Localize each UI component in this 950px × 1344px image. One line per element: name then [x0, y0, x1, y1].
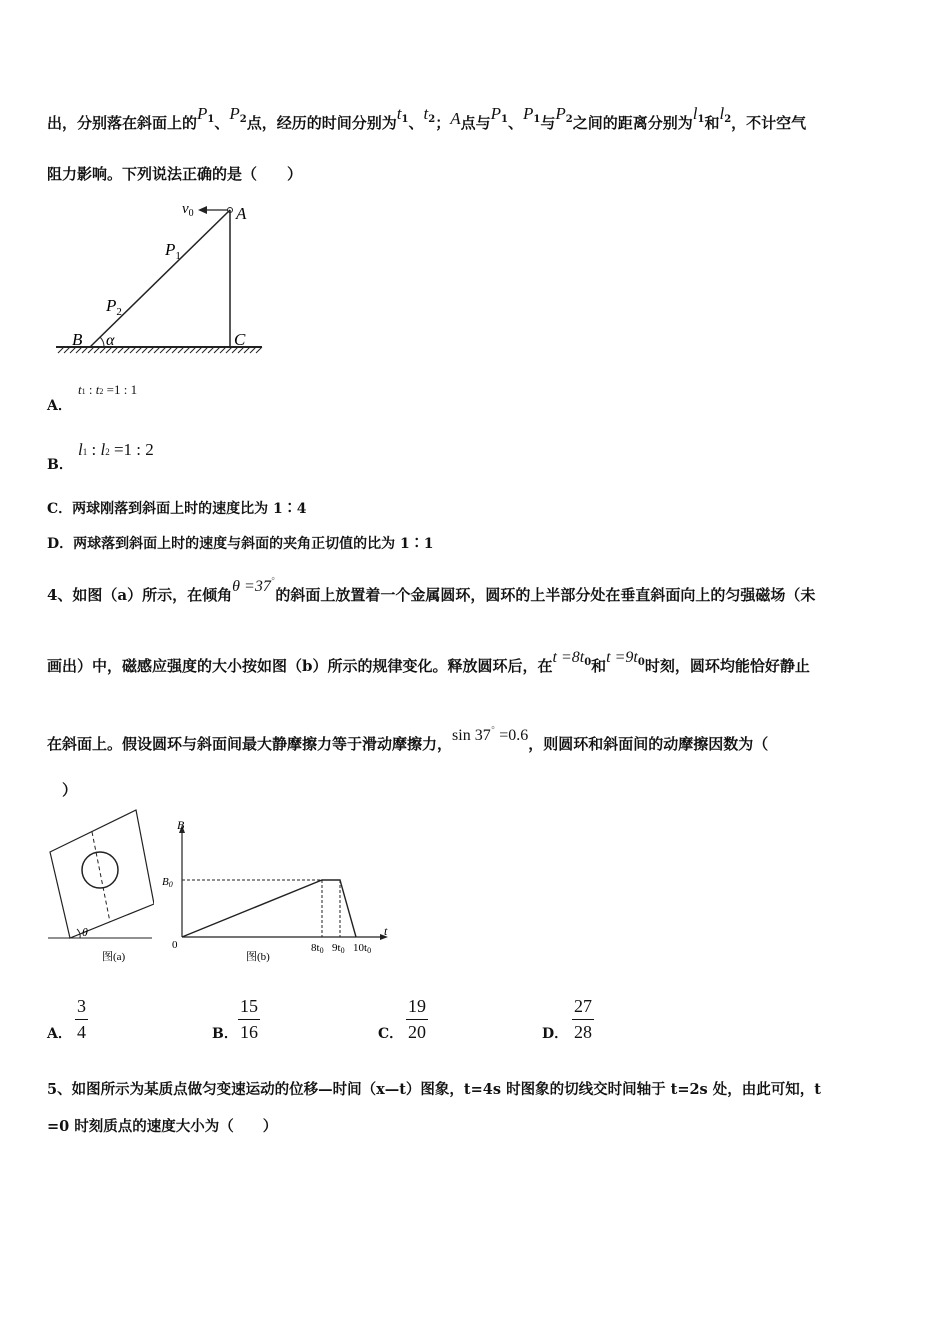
q5-stem-line-2: =0 时刻质点的速度大小为（ ）	[47, 1118, 278, 1135]
a-symbol: A	[450, 109, 461, 128]
q5-stem-line-1: 5、如图所示为某质点做匀变速运动的位移—时间（x—t）图象，t=4s 时图象的切线交时间轴于 t=2s 处，由此可知，t	[47, 1081, 821, 1098]
figure-a-caption: 图(a)	[102, 951, 126, 963]
tick-10t0: 10t0	[353, 942, 372, 955]
q4-stem-line-3: 在斜面上。假设圆环与斜面间最大静摩擦力等于滑动摩擦力，sin 37° =0.6，则圆环和斜面间的动摩擦因数为（	[47, 726, 769, 753]
figure-b	[160, 815, 395, 965]
p1-symbol: $P_1$	[197, 104, 215, 125]
velocity-arrowhead	[198, 206, 207, 214]
t1-symbol: $t_1$	[396, 104, 409, 125]
point-p2-label: $P_2$	[106, 296, 122, 318]
tick-8t0: 8t0	[311, 942, 324, 955]
theta-formula: θ =37°	[232, 577, 276, 595]
t8-formula: $t =8t_0$	[552, 649, 592, 668]
incline-line	[90, 210, 230, 347]
l2-symbol: $l_2$	[719, 104, 732, 125]
q4-stem-line-4: ）	[62, 781, 78, 799]
point-p1-label: $P_1$	[165, 240, 181, 262]
q4-option-b-fraction: 15 16	[240, 996, 258, 1042]
t9-formula: $t =9t_0$	[606, 649, 645, 668]
figure-b-caption: 图(b)	[246, 951, 270, 963]
incline-figure	[50, 195, 270, 365]
q3-option-a-formula: t1 : t2 =1 : 1	[78, 382, 138, 397]
v0-label: $v_0$	[182, 201, 194, 219]
q3-option-d[interactable]: D．两球落到斜面上时的速度与斜面的夹角正切值的比为 1∶1	[47, 536, 434, 552]
origin-label: 0	[172, 939, 178, 951]
q3-stem-line-1: 出，分别落在斜面上的$P_1$、$P_2$点，经历的时间分别为$t_1$、$t_2$；A点与$P_1$、$P_1$与$P_2$之间的距离分别为$l_1$和$l_2$，不计空气	[47, 104, 807, 132]
q4-option-c-fraction: 19 20	[408, 996, 426, 1042]
y-axis-label: B	[177, 818, 185, 832]
l1-symbol: $l_1$	[692, 104, 705, 125]
q4-option-a[interactable]: A．	[47, 1026, 72, 1042]
q3-option-c[interactable]: C．两球刚落到斜面上时的速度比为 1∶4	[47, 501, 307, 517]
q4-option-d-fraction: 27 28	[574, 996, 592, 1042]
b-curve	[182, 880, 356, 937]
theta-arc	[77, 929, 80, 938]
x-axis-label: t	[384, 924, 388, 938]
q4-stem-line-1: 4、如图（a）所示，在倾角θ =37°的斜面上放置着一个金属圆环，圆环的上半部分处在垂直斜面向上的匀强磁场（未	[47, 577, 816, 604]
t2-symbol: $t_2$	[423, 104, 436, 125]
point-b-label: B	[72, 330, 83, 349]
q4-option-a-fraction: 3 4	[77, 996, 86, 1042]
incline-plate	[50, 810, 154, 938]
q4-stem-line-2: 画出）中，磁感应强度的大小按如图（b）所示的规律变化。释放圆环后，在$t =8t_0$和$t =9t_0$时刻，圆环均能恰好静止	[47, 649, 810, 675]
q4-option-d[interactable]: D．	[542, 1026, 569, 1042]
q3-stem-line-2: 阻力影响。下列说法正确的是（ ）	[47, 165, 303, 183]
q3-option-a[interactable]: A．	[47, 398, 72, 414]
figure-a	[44, 808, 154, 968]
field-boundary	[92, 832, 110, 922]
q3-option-b[interactable]: B．	[47, 457, 73, 473]
point-a-label: A	[236, 204, 247, 223]
alpha-arc	[100, 337, 104, 347]
point-c-label: C	[234, 330, 246, 349]
q4-option-c[interactable]: C．	[378, 1026, 404, 1042]
alpha-label: α	[106, 332, 115, 349]
q4-option-b[interactable]: B．	[212, 1026, 238, 1042]
q3-option-b-formula: l1 : l2 =1 : 2	[78, 440, 154, 459]
tick-9t0: 9t0	[332, 942, 345, 955]
p2-symbol: $P_2$	[229, 104, 247, 125]
theta-label: θ	[82, 925, 88, 939]
ground-hatching	[56, 347, 262, 353]
b0-label: B0	[162, 876, 173, 889]
sin-formula: sin 37° =0.6	[452, 726, 529, 744]
